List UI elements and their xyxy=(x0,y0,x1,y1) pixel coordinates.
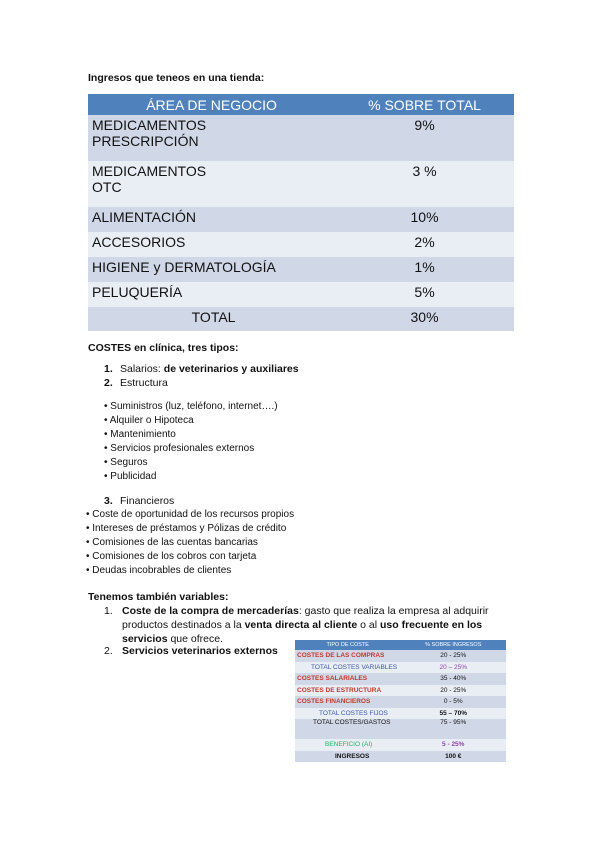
total-row xyxy=(88,307,514,331)
cost-label: TOTAL COSTES/GASTOS xyxy=(295,719,401,739)
cost-table xyxy=(295,640,506,762)
area-cell: ACCESORIOS xyxy=(88,232,335,257)
table-row xyxy=(295,650,506,662)
table-row xyxy=(295,708,506,720)
cost-value: 20 – 25% xyxy=(401,662,507,674)
table-row xyxy=(295,662,506,674)
list-item: • Comisiones de los cobros con tarjeta xyxy=(86,551,257,562)
cost-label: TOTAL COSTES VARIABLES xyxy=(295,662,401,674)
list-item: • Intereses de préstamos y Pólizas de crédito xyxy=(86,523,287,534)
area-cell: HIGIENE y DERMATOLOGÍA xyxy=(88,257,335,282)
list-number: 1. xyxy=(104,363,113,375)
header-area: ÁREA DE NEGOCIO xyxy=(88,94,335,115)
cost-value: 20 - 25% xyxy=(401,650,507,662)
list-bold: de veterinarios y auxiliares xyxy=(163,363,299,375)
cost-value: 55 – 70% xyxy=(401,708,507,720)
area-cell xyxy=(88,161,335,207)
cost-type-3 xyxy=(104,495,174,507)
table-row xyxy=(88,282,514,307)
heading-income: Ingresos que teneos en una tienda: xyxy=(88,72,265,84)
variable-2 xyxy=(104,645,278,657)
table-row xyxy=(88,161,514,207)
list-item: • Deudas incobrables de clientes xyxy=(86,565,232,576)
cost-label: COSTES DE ESTRUCTURA xyxy=(295,685,401,697)
pct-cell: 2% xyxy=(335,232,514,257)
header-pct-income: % SOBRE INGRESOS xyxy=(401,640,507,650)
table-row xyxy=(88,232,514,257)
heading-variables: Tenemos también variables: xyxy=(88,591,229,603)
list-label: Financieros xyxy=(120,495,175,507)
cost-value: 0 - 5% xyxy=(401,696,507,708)
pct-cell: 3 % xyxy=(335,161,514,207)
table-row xyxy=(295,751,506,763)
cost-label: TOTAL COSTES FIJOS xyxy=(295,708,401,720)
cost-value: 20 - 25% xyxy=(401,685,507,697)
cost-label: COSTES FINANCIEROS xyxy=(295,696,401,708)
list-number: 2. xyxy=(104,377,113,389)
pct-cell: 5% xyxy=(335,282,514,307)
list-item: • Servicios profesionales externos xyxy=(104,443,255,454)
list-item: • Alquiler o Hipoteca xyxy=(104,415,194,426)
cost-value: 100 € xyxy=(401,751,507,763)
header-pct: % SOBRE TOTAL xyxy=(335,94,514,115)
list-label: Salarios: xyxy=(120,363,164,375)
list-item: • Suministros (luz, teléfono, internet….) xyxy=(104,401,278,412)
table-row xyxy=(295,685,506,697)
total-label: TOTAL xyxy=(88,307,335,331)
pct-cell: 9% xyxy=(335,115,514,161)
table-row xyxy=(88,115,514,161)
variable-1: 1. Coste de la compra de mercaderías: gasto que realiza la empresa al adquirir productos destinados a la venta directa al cliente o al uso frecuente en los servicios que ofrece. xyxy=(104,605,489,645)
pct-cell: 1% xyxy=(335,257,514,282)
list-item: • Publicidad xyxy=(104,471,157,482)
income-table xyxy=(88,94,514,331)
cost-label: INGRESOS xyxy=(295,751,401,763)
total-value: 30% xyxy=(335,307,514,331)
area-line-2: OTC xyxy=(92,179,122,195)
area-line-2: PRESCRIPCIÓN xyxy=(92,133,199,149)
list-item: • Seguros xyxy=(104,457,148,468)
list-number: 3. xyxy=(104,495,113,507)
header-cost-type: TIPO DE COSTE xyxy=(295,640,401,650)
income-table-header xyxy=(88,94,514,115)
table-row xyxy=(295,739,506,751)
cost-value: 75 - 95% xyxy=(401,719,507,739)
table-row xyxy=(88,257,514,282)
list-number: 1. xyxy=(104,605,113,617)
area-cell: ALIMENTACIÓN xyxy=(88,207,335,232)
table-row xyxy=(295,673,506,685)
cost-label: COSTES SALARIALES xyxy=(295,673,401,685)
area-cell: PELUQUERÍA xyxy=(88,282,335,307)
area-cell xyxy=(88,115,335,161)
list-item: • Comisiones de las cuentas bancarias xyxy=(86,537,258,548)
table-row xyxy=(88,207,514,232)
heading-costs: COSTES en clínica, tres tipos: xyxy=(88,342,239,354)
table-row xyxy=(295,719,506,739)
area-line-1: MEDICAMENTOS xyxy=(92,117,207,133)
area-line-1: MEDICAMENTOS xyxy=(92,163,207,179)
list-number: 2. xyxy=(104,645,113,657)
cost-label: BENEFICIO (AI) xyxy=(295,739,401,751)
cost-value: 5 - 25% xyxy=(401,739,507,751)
table-row xyxy=(295,696,506,708)
cost-value: 35 - 40% xyxy=(401,673,507,685)
list-item: • Coste de oportunidad de los recursos propios xyxy=(86,509,295,520)
cost-table-header xyxy=(295,640,506,650)
list-item: • Mantenimiento xyxy=(104,429,176,440)
cost-type-1 xyxy=(104,363,299,375)
list-bold: Servicios veterinarios externos xyxy=(122,645,278,657)
cost-type-2 xyxy=(104,377,168,389)
list-label: Estructura xyxy=(120,377,168,389)
pct-cell: 10% xyxy=(335,207,514,232)
cost-label: COSTES DE LAS COMPRAS xyxy=(295,650,401,662)
